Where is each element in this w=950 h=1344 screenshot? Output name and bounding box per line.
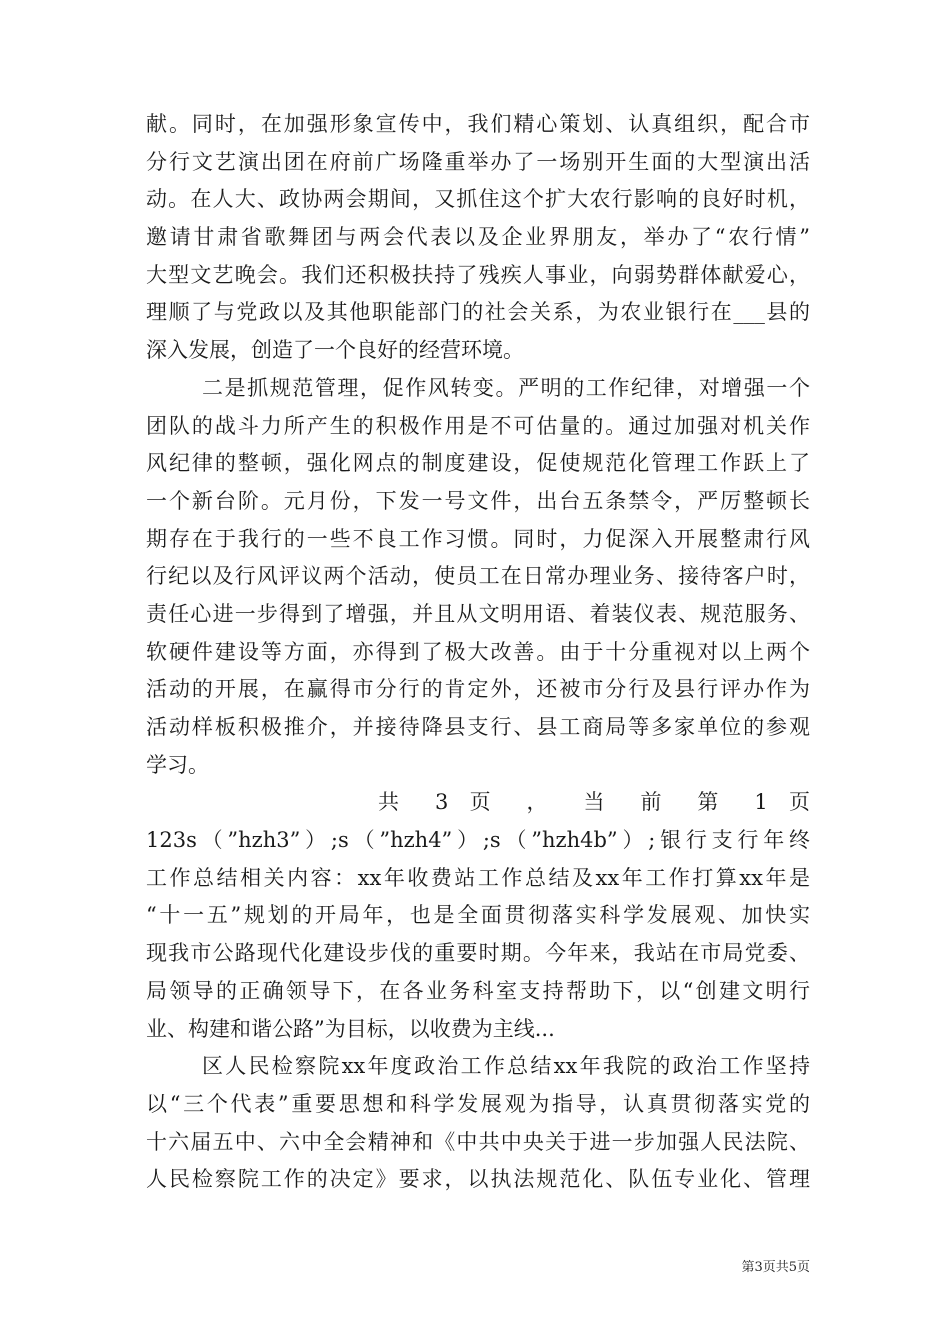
text-line: 局领导的正确领导下，在各业务科室支持帮助下，以“创建文明行 [146,978,810,1003]
text-line: 活动的开展，在赢得市分行的肯定外，还被市分行及县行评办作为 [146,677,810,702]
text-line: 十六届五中、六中全会精神和《中共中央关于进一步加强人民法院、 [146,1129,810,1154]
text-line: 深入发展，创造了一个良好的经营环境。 [146,338,524,363]
paragraph-start-line: 二是抓规范管理，促作风转变。严明的工作纪律，对增强一个 [202,375,810,400]
text-line: 一个新台阶。元月份，下发一号文件，出台五条禁令，严厉整顿长 [146,488,810,513]
text-line: 责任心进一步得到了增强，并且从文明用语、着装仪表、规范服务、 [146,601,810,626]
text-line: 风纪律的整顿，强化网点的制度建设，促使规范化管理工作跃上了 [146,451,810,476]
page-marker-line: 共 3 页 ， 当 前 第 1 页 [378,790,810,815]
text-line: 123s（”hzh3”）;s（”hzh4”）;s（”hzh4b”）;银行支行年终 [146,828,810,853]
text-line: 学习。 [146,752,209,777]
document-body [146,106,810,1199]
text-line: 业、构建和谐公路”为目标，以收费为主线... [146,1016,555,1041]
text-line: 理顺了与党政以及其他职能部门的社会关系，为农业银行在___县的 [146,300,810,325]
text-line: 行纪以及行风评议两个活动，使员工在日常办理业务、接待客户时， [146,564,810,589]
text-line: 邀请甘肃省歌舞团与两会代表以及企业界朋友，举办了“农行情” [146,225,810,250]
text-line: 软硬件建设等方面，亦得到了极大改善。由于十分重视对以上两个 [146,639,810,664]
text-line: 期存在于我行的一些不良工作习惯。同时，力促深入开展整肃行风 [146,526,810,551]
text-line: “十一五”规划的开局年，也是全面贯彻落实科学发展观、加快实 [146,903,810,928]
text-line: 工作总结相关内容：xx年收费站工作总结及xx年工作打算xx年是 [146,865,810,890]
text-line: 大型文艺晚会。我们还积极扶持了残疾人事业，向弱势群体献爱心， [146,262,810,287]
text-line: 现我市公路现代化建设步伐的重要时期。今年来，我站在市局党委、 [146,941,810,966]
text-line: 人民检察院工作的决定》要求，以执法规范化、队伍专业化、管理 [146,1167,810,1192]
text-line: 动。在人大、政协两会期间，又抓住这个扩大农行影响的良好时机， [146,187,810,212]
text-line: 以“三个代表”重要思想和科学发展观为指导，认真贯彻落实党的 [146,1091,810,1116]
text-line: 活动样板积极推介，并接待降县支行、县工商局等多家单位的参观 [146,715,810,739]
page-footer: 第3页共5页 [741,1260,810,1275]
text-line: 分行文艺演出团在府前广场隆重举办了一场别开生面的大型演出活 [146,149,810,174]
text-line: 团队的战斗力所产生的积极作用是不可估量的。通过加强对机关作 [146,413,810,438]
text-line: 献。同时，在加强形象宣传中，我们精心策划、认真组织，配合市 [146,112,810,136]
paragraph-start-line: 区人民检察院xx年度政治工作总结xx年我院的政治工作坚持 [202,1054,810,1079]
